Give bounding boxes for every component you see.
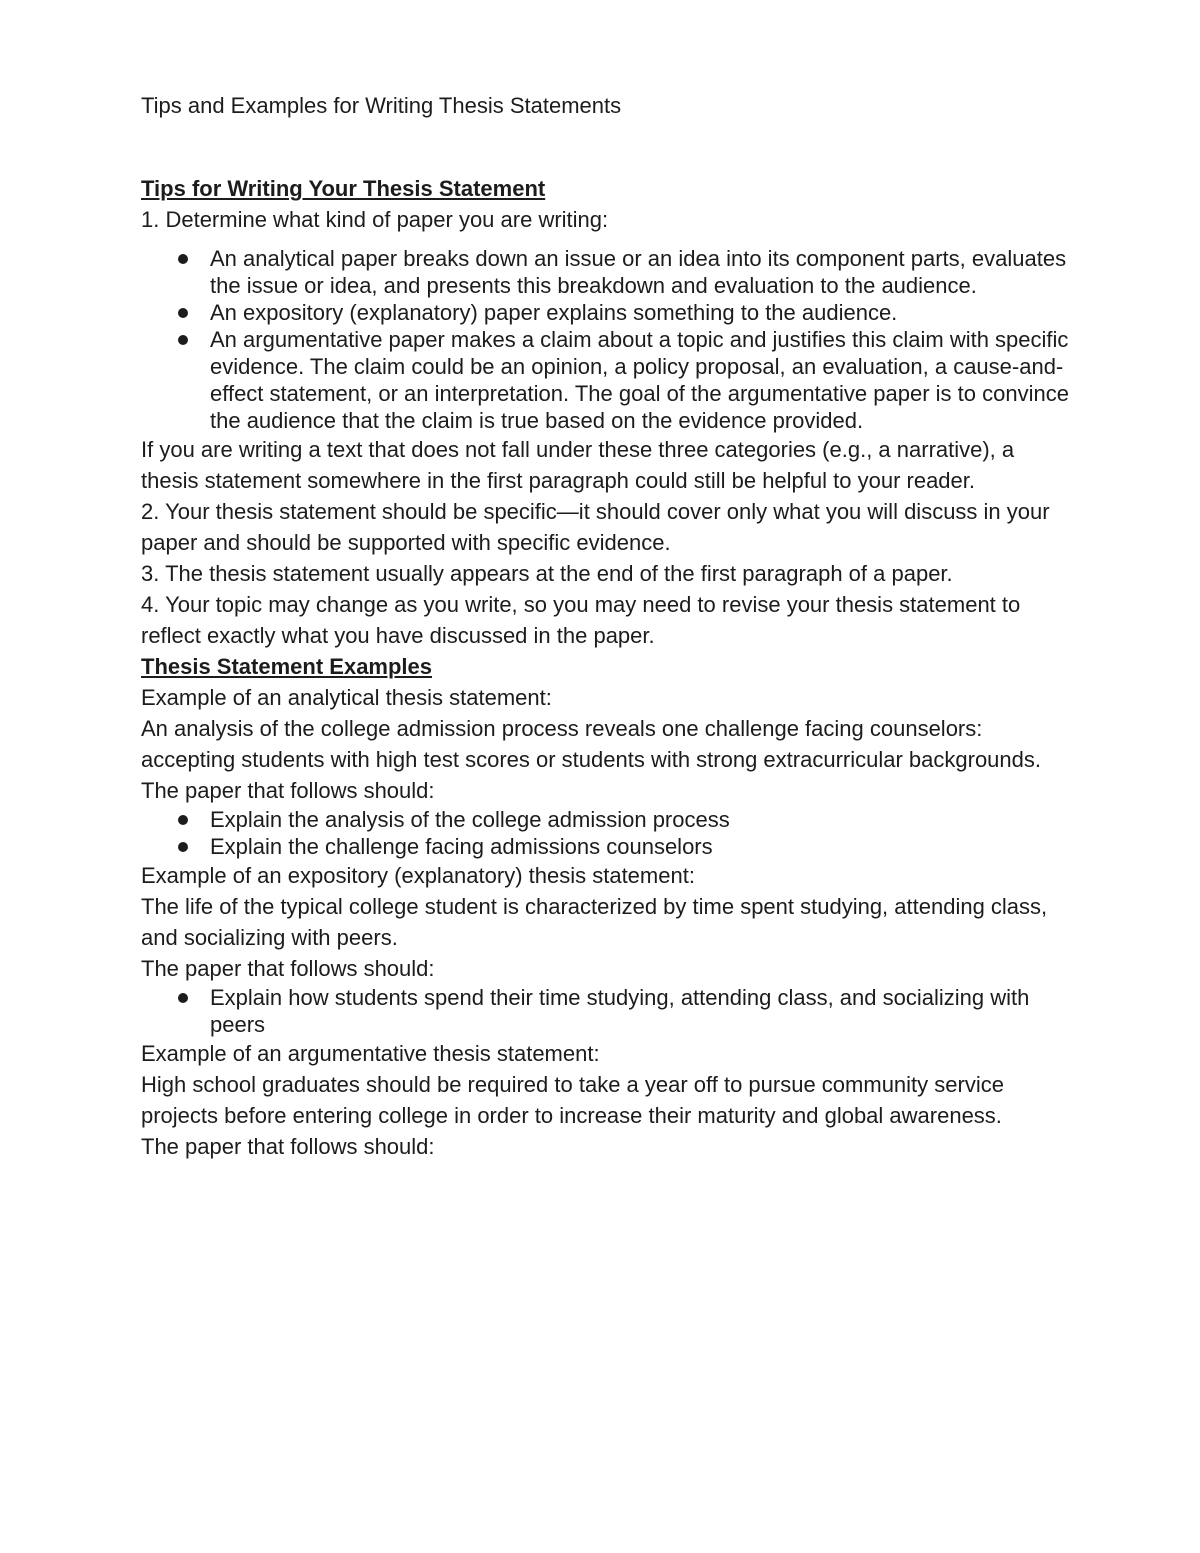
list-item	[210, 245, 1071, 299]
analytical-follows-label: The paper that follows should:	[141, 778, 435, 803]
bullet-icon	[178, 842, 188, 852]
expository-point: Explain how students spend their time studying, attending class, and socializing with peers	[210, 985, 1030, 1037]
bullet-icon	[178, 815, 188, 825]
expository-points-list	[141, 984, 1071, 1038]
analytical-example-statement: An analysis of the college admission process reveals one challenge facing counselors: accepting students with high test scores or students with strong extracurricular backgrounds.	[141, 716, 1042, 772]
expository-follows-label: The paper that follows should:	[141, 956, 435, 981]
argumentative-example-label: Example of an argumentative thesis statement:	[141, 1041, 600, 1066]
expository-example-statement: The life of the typical college student is characterized by time spent studying, attending class, and socializing with peers.	[141, 894, 1048, 950]
analytical-example-label: Example of an analytical thesis statement:	[141, 685, 552, 710]
document-page	[141, 90, 1071, 1162]
bullet-icon	[178, 308, 188, 318]
other-categories-note: If you are writing a text that does not fall under these three categories (e.g., a narrative), a thesis statement somewhere in the first paragraph could still be helpful to your reader.	[141, 437, 1015, 493]
bullet-icon	[178, 254, 188, 264]
analytical-points-list	[141, 806, 1071, 860]
list-item	[210, 833, 1071, 860]
list-item	[210, 806, 1071, 833]
step-1-intro: 1. Determine what kind of paper you are writing:	[141, 207, 609, 232]
paper-type-analytical: An analytical paper breaks down an issue or an idea into its component parts, evaluates the issue or idea, and presents this breakdown and evaluation to the audience.	[210, 246, 1067, 298]
bullet-icon	[178, 993, 188, 1003]
step-4: 4. Your topic may change as you write, so you may need to revise your thesis statement to reflect exactly what you have discussed in the paper.	[141, 592, 1021, 648]
expository-example-label: Example of an expository (explanatory) thesis statement:	[141, 863, 695, 888]
paper-type-expository: An expository (explanatory) paper explains something to the audience.	[210, 300, 898, 325]
step-3: 3. The thesis statement usually appears at the end of the first paragraph of a paper.	[141, 561, 953, 586]
tips-heading: Tips for Writing Your Thesis Statement	[141, 176, 546, 201]
examples-heading: Thesis Statement Examples	[141, 654, 433, 679]
paper-types-list	[141, 245, 1071, 434]
list-item	[210, 326, 1071, 434]
argumentative-follows-label: The paper that follows should:	[141, 1134, 435, 1159]
analytical-point: Explain the analysis of the college admission process	[210, 807, 730, 832]
list-item	[210, 984, 1071, 1038]
argumentative-example-statement: High school graduates should be required to take a year off to pursue community service projects before entering college in order to increase their maturity and global awareness.	[141, 1072, 1004, 1128]
list-item	[210, 299, 1071, 326]
bullet-icon	[178, 335, 188, 345]
step-2: 2. Your thesis statement should be specific—it should cover only what you will discuss in your paper and should be supported with specific evidence.	[141, 499, 1050, 555]
paper-type-argumentative: An argumentative paper makes a claim about a topic and justifies this claim with specific evidence. The claim could be an opinion, a policy proposal, an evaluation, a cause-and-effect statement, or an interpretation. The goal of the argumentative paper is to convince the audience that the claim is true based on the evidence provided.	[210, 327, 1069, 433]
analytical-point: Explain the challenge facing admissions counselors	[210, 834, 713, 859]
document-title: Tips and Examples for Writing Thesis Statements	[141, 93, 622, 118]
